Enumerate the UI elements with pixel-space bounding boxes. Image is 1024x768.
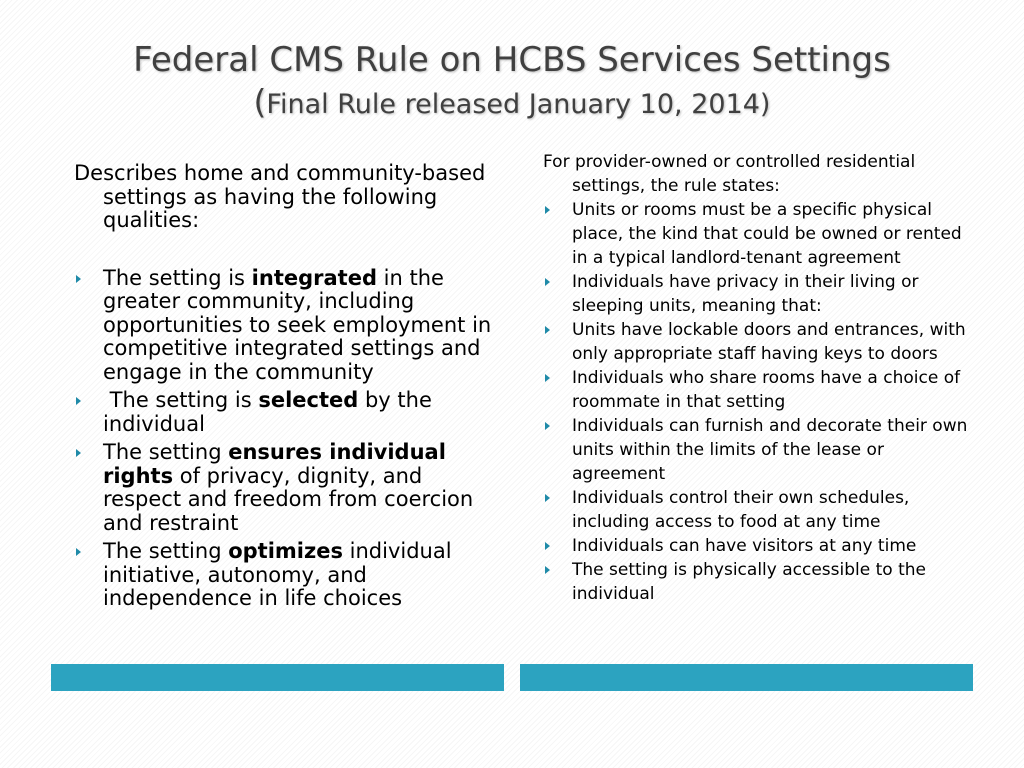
- item-text: Individuals can furnish and decorate their own units within the limits of the lease or agreement: [572, 416, 968, 484]
- item-text: Individuals who share rooms have a choice of roommate in that setting: [572, 368, 961, 412]
- triangle-bullet-icon: [545, 374, 550, 382]
- triangle-bullet-icon: [545, 278, 550, 286]
- item-bold-text: ensures individual rights: [103, 440, 446, 488]
- item-text: of privacy, dignity, and respect and freedom from coercion and restraint: [103, 463, 474, 535]
- triangle-bullet-icon: [545, 422, 550, 430]
- triangle-bullet-icon: [76, 275, 81, 283]
- left-list-item: [74, 389, 494, 436]
- item-text: Units have lockable doors and entrances, with only appropriate staff having keys to doors: [572, 320, 966, 364]
- item-text: The setting: [103, 539, 229, 563]
- item-text: Units or rooms must be a specific physical place, the kind that could be owned or rented in a typical landlord-tenant agreement: [572, 200, 962, 268]
- item-text: The setting is: [103, 265, 252, 290]
- item-text: Individuals have privacy in their living or sleeping units, meaning that:: [572, 272, 919, 316]
- left-column: [74, 162, 494, 616]
- item-text: The setting: [103, 440, 229, 464]
- left-accent-bar: [51, 664, 504, 691]
- right-column: [543, 150, 973, 606]
- triangle-bullet-icon: [76, 548, 81, 556]
- item-bold-text: integrated: [251, 265, 377, 290]
- title-subtitle: Final Rule released January 10, 2014): [266, 89, 771, 120]
- slide-title: [40, 38, 984, 125]
- triangle-bullet-icon: [545, 494, 550, 502]
- left-list-item: [74, 267, 494, 385]
- left-intro: Describes home and community-based settings as having the following qualities:: [74, 161, 486, 232]
- item-text: Individuals control their own schedules, including access to food at any time: [572, 488, 910, 532]
- item-text: The setting is: [103, 388, 259, 412]
- item-text: Individuals can have visitors at any time: [572, 536, 917, 556]
- right-list-item: [543, 366, 973, 414]
- left-bullet-list: [74, 267, 494, 611]
- triangle-bullet-icon: [76, 449, 81, 457]
- left-list-item: [74, 540, 494, 611]
- right-list-item: [543, 318, 973, 366]
- title-line-2: [40, 82, 984, 125]
- title-paren: (: [253, 82, 267, 121]
- right-list-item: [543, 270, 973, 318]
- right-list-item: [543, 198, 973, 270]
- triangle-bullet-icon: [545, 542, 550, 550]
- title-line-1: Federal CMS Rule on HCBS Services Settings: [133, 40, 891, 80]
- right-list-item: [543, 558, 973, 606]
- triangle-bullet-icon: [545, 206, 550, 214]
- triangle-bullet-icon: [545, 326, 550, 334]
- item-bold-text: optimizes: [228, 539, 343, 563]
- item-bold-text: selected: [258, 388, 359, 412]
- triangle-bullet-icon: [545, 566, 550, 574]
- triangle-bullet-icon: [76, 397, 81, 405]
- item-text: in the greater community, including opportunities to seek employment in competitive integrated settings and engage in the community: [103, 265, 492, 384]
- right-list-item: [543, 486, 973, 534]
- right-intro: For provider-owned or controlled residential settings, the rule states:: [543, 152, 916, 196]
- right-list-item: [543, 534, 973, 558]
- item-text: individual initiative, autonomy, and independence in life choices: [103, 539, 452, 610]
- right-list-item: [543, 414, 973, 486]
- item-text: by the individual: [103, 388, 432, 436]
- right-bullet-list: [543, 198, 973, 606]
- right-accent-bar: [520, 664, 973, 691]
- item-text: The setting is physically accessible to the individual: [572, 560, 926, 604]
- left-list-item: [74, 441, 494, 535]
